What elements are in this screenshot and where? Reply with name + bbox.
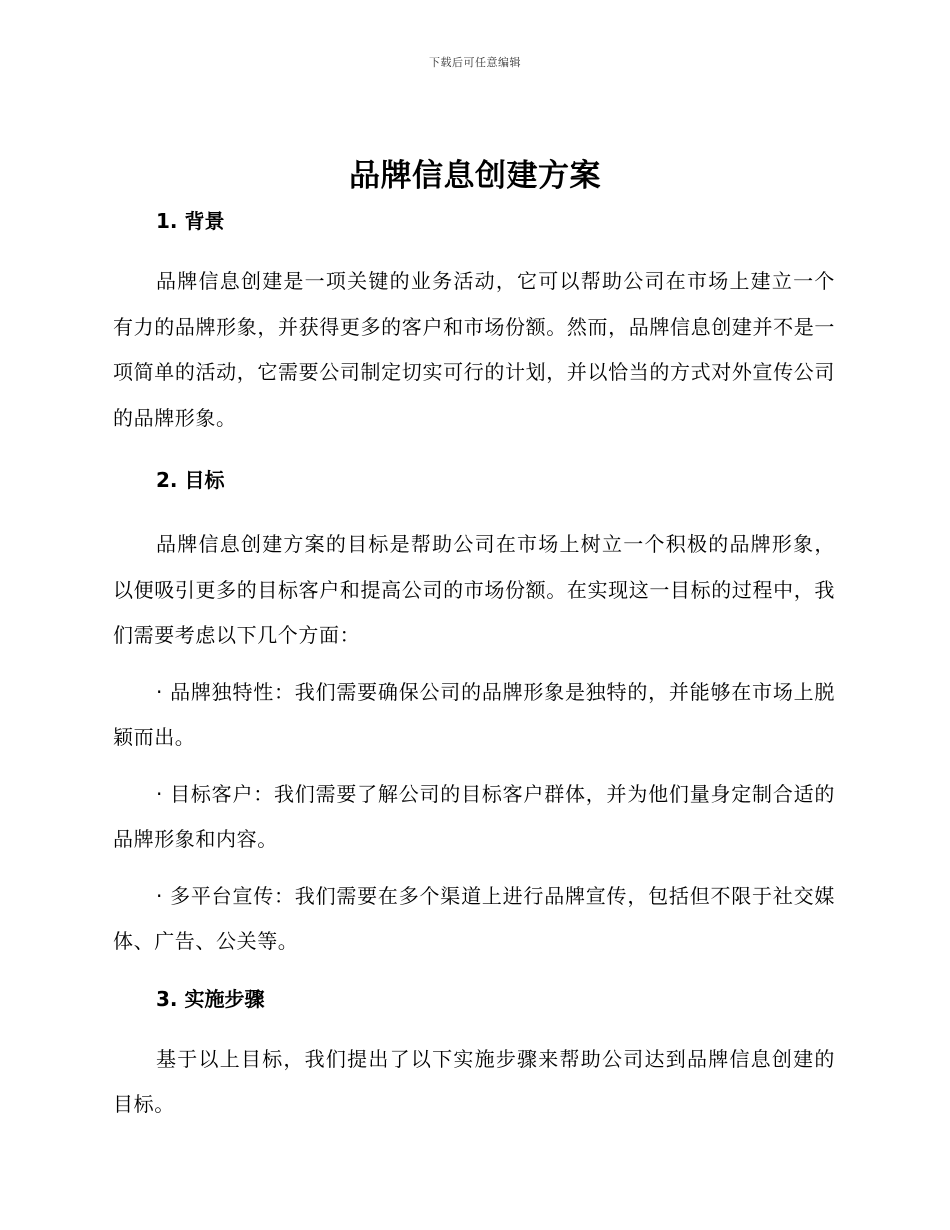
background-paragraph: 品牌信息创建是一项关键的业务活动，它可以帮助公司在市场上建立一个有力的品牌形象，并获得更多的客户和市场份额。然而，品牌信息创建并不是一项简单的活动，它需要公司制定切实可行的计划，并以恰当的方式对外宣传公司的品牌形象。 [113, 269, 835, 430]
bullet-multi-platform: · 多平台宣传：我们需要在多个渠道上进行品牌宣传，包括但不限于社交媒体、广告、公关等。 [113, 883, 835, 953]
document-body [113, 203, 835, 1128]
implementation-paragraph: 基于以上目标，我们提出了以下实施步骤来帮助公司达到品牌信息创建的目标。 [113, 1046, 835, 1116]
bullet-target-customers: · 目标客户：我们需要了解公司的目标客户群体，并为他们量身定制合适的品牌形象和内容。 [113, 781, 835, 851]
document-title: 品牌信息创建方案 [349, 158, 601, 194]
section-heading-goals: 2. 目标 [156, 468, 225, 492]
section-heading-implementation: 3. 实施步骤 [156, 986, 265, 1011]
section-heading-background: 1. 背景 [156, 209, 225, 233]
bullet-brand-uniqueness: · 品牌独特性：我们需要确保公司的品牌形象是独特的，并能够在市场上脱颖而出。 [113, 679, 835, 749]
page-header-note: 下载后可任意编辑 [429, 56, 521, 69]
goals-paragraph: 品牌信息创建方案的目标是帮助公司在市场上树立一个积极的品牌形象，以便吸引更多的目标客户和提高公司的市场份额。在实现这一目标的过程中，我们需要考虑以下几个方面： [113, 532, 835, 647]
